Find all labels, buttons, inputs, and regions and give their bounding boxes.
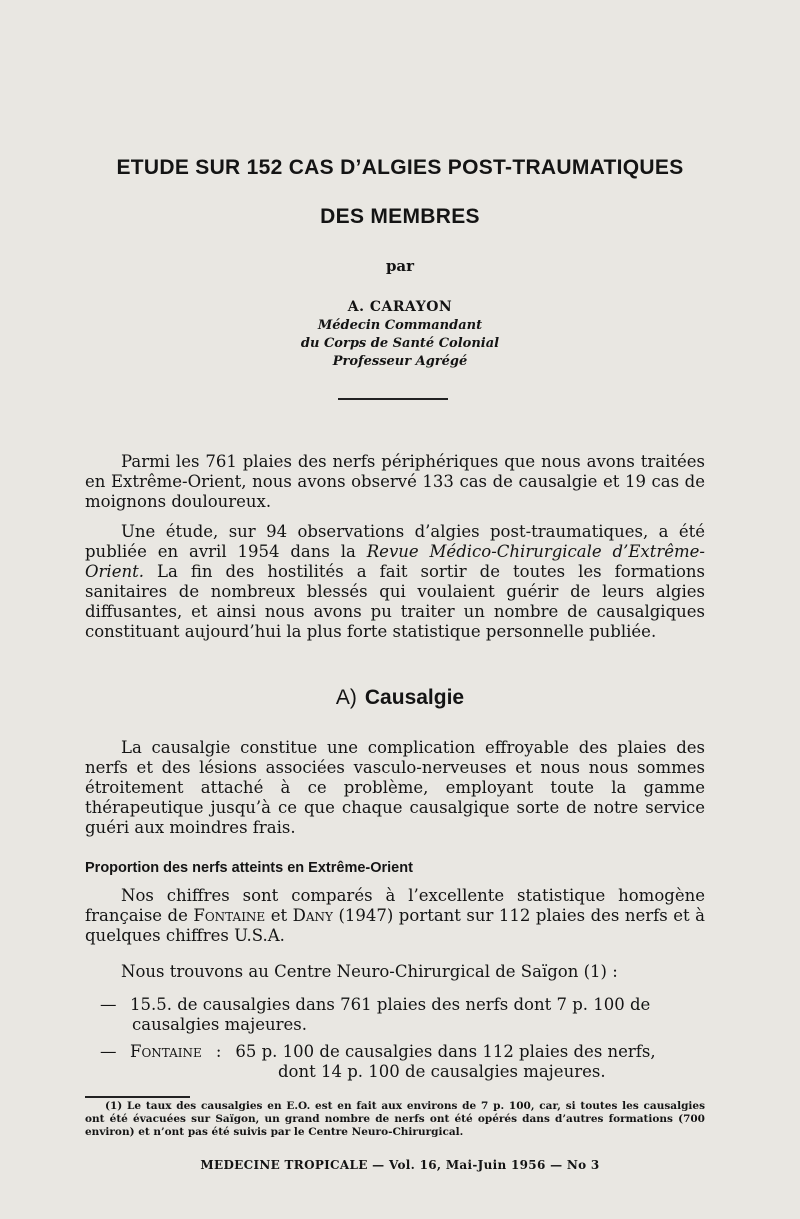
- author-name: A. CARAYON: [347, 299, 453, 315]
- journal-name: Revue Médico-Chirurgicale d’Extrême-Orient.: [85, 542, 705, 581]
- finding-item-2-text-1: 65 p. 100 de causalgies dans 112 plaies des nerfs,: [235, 1042, 656, 1061]
- finding-item-2-line-2: dont 14 p. 100 de causalgies majeures.: [278, 1062, 606, 1081]
- finding-item-1-line-1: [100, 995, 705, 1015]
- comparison-paragraph: [85, 886, 705, 946]
- intro-p2-end: La fin des hostilités a fait sortir de toutes les formations sanitaires de nombreux blessés qui voulaient guérir de leurs algies diffusantes, et ainsi nous avons pu traiter un nombre de causalgiques constituant aujourd’hui la plus forte statistique personnelle publiée.: [85, 562, 705, 641]
- footnote: [85, 1100, 705, 1139]
- article-title-line-2: DES MEMBRES: [320, 205, 480, 228]
- byline: par: [385, 257, 415, 275]
- intro-paragraph-2: [85, 522, 705, 642]
- author-affiliation-1: Médecin Commandant: [317, 318, 483, 333]
- title-divider: [338, 398, 448, 400]
- comparison-start: Nos chiffres sont comparés à l’excellente statistique homogène française de: [85, 886, 705, 925]
- author-affiliation-2: du Corps de Santé Colonial: [300, 336, 500, 351]
- finding-item-1-line-2: causalgies majeures.: [132, 1015, 307, 1034]
- author-affiliation-3: Professeur Agrégé: [332, 354, 468, 369]
- item-dash: —: [100, 1042, 117, 1061]
- section-heading: [0, 686, 800, 710]
- finding-item-2-line-1: [100, 1042, 705, 1062]
- comparison-mid: et: [265, 906, 293, 925]
- author-dany: Dany: [292, 906, 333, 925]
- findings-intro: Nous trouvons au Centre Neuro-Chirurgical de Saïgon (1) :: [121, 962, 618, 981]
- comparison-end: (1947) portant sur 112 plaies des nerfs et à quelques chiffres U.S.A.: [85, 906, 705, 945]
- author-fontaine: Fontaine: [193, 906, 266, 925]
- footnote-text: (1) Le taux des causalgies en E.O. est en fait aux environs de 7 p. 100, car, si toutes les causalgies ont été évacuées sur Saïgon, un grand nombre de nerfs ont été opérés dans d’autres formations (700 environ) et n’ont pas été suivis par le Centre Neuro-Chirurgical.: [85, 1100, 705, 1138]
- footnote-rule: [85, 1096, 190, 1098]
- comparison-section: [85, 886, 705, 946]
- intro-p2-start: Une étude, sur 94 observations d’algies post-traumatiques, a été publiée en avril 1954 dans la: [85, 522, 705, 561]
- finding-item-2: [100, 1042, 705, 1082]
- subsection-heading: Proportion des nerfs atteints en Extrême-Orient: [85, 860, 413, 876]
- causalgie-paragraph: La causalgie constitue une complication effroyable des plaies des nerfs et des lésions associées vasculo-nerveuses et nous nous sommes étroitement attaché à ce problème, employant toute la gamme thérapeutique jusqu’à ce que chaque causalgique sorte de notre service guéri aux moindres frais.: [85, 738, 705, 837]
- article-title-line-1: ETUDE SUR 152 CAS D’ALGIES POST-TRAUMATIQUES: [116, 156, 684, 179]
- section-title: Causalgie: [364, 686, 465, 709]
- section-letter: A): [335, 686, 357, 709]
- finding-item-2-colon: :: [215, 1042, 222, 1061]
- intro-section: [85, 452, 705, 642]
- finding-item-1: [100, 995, 705, 1035]
- item-dash: —: [100, 995, 117, 1014]
- running-footer: MEDECINE TROPICALE — Vol. 16, Mai-Juin 1956 — No 3: [200, 1158, 600, 1172]
- causalgie-section: [85, 738, 705, 838]
- finding-item-1-text-1: 15.5. de causalgies dans 761 plaies des nerfs dont 7 p. 100 de: [130, 995, 651, 1014]
- finding-item-2-author: Fontaine: [130, 1042, 202, 1061]
- intro-paragraph-1: Parmi les 761 plaies des nerfs périphériques que nous avons traitées en Extrême-Orient, nous avons observé 133 cas de causalgie et 19 cas de moignons douloureux.: [85, 452, 705, 511]
